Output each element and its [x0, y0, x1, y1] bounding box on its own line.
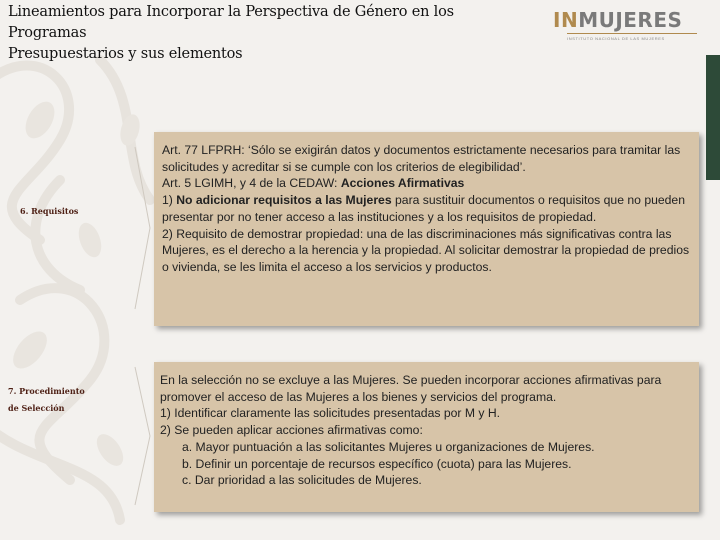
- logo-text-in: IN: [553, 8, 579, 32]
- procedimiento-sub-item: c. Dar prioridad a las solicitudes de Mujeres.: [182, 473, 422, 488]
- section-label-procedimiento-line-2: de Selección: [8, 403, 65, 413]
- bracket-arrow-icon: [133, 145, 153, 311]
- procedimiento-line: En la selección no se excluye a las Mujeres. Se pueden incorporar acciones afirmativas para promover el acceso de las Mujeres a los bienes y servicios del programa.: [160, 373, 662, 404]
- section-label-requisitos: 6. Requisitos: [20, 206, 79, 216]
- inmujeres-logo: [553, 8, 713, 42]
- accent-bar: [706, 55, 720, 180]
- logo-wordmark: [553, 8, 713, 32]
- page-title-line-2: Presupuestarios y sus elementos: [8, 46, 243, 62]
- requisitos-line: 2) Requisito de demostrar propiedad: una de las discriminaciones más significativas contra las Mujeres, es el derecho a la herencia y la propiedad. Al solicitar demostrar la propiedad de predios o vivienda, se les limita el acceso a los servicios y productos.: [162, 226, 690, 274]
- requisitos-line: 1) No adicionar requisitos a las Mujeres para sustituir documentos o requisitos que no pueden presentar por no tener acceso a las instituciones y a los requisitos de propiedad.: [162, 193, 685, 224]
- page-title-line-1: Lineamientos para Incorporar la Perspectiva de Género en los Programas: [8, 4, 454, 41]
- bracket-arrow-icon: [133, 365, 153, 507]
- procedimiento-sub-item: a. Mayor puntuación a las solicitantes Mujeres u organizaciones de Mujeres.: [182, 439, 595, 454]
- requisitos-line: Art. 77 LFPRH: ‘Sólo se exigirán datos y documentos estrictamente necesarios para tramitar las solicitudes y acreditar si se cumple con los criterios de elegibilidad’.: [162, 143, 681, 174]
- requisitos-line: Art. 5 LGIMH, y 4 de la CEDAW: Acciones Afirmativas: [162, 176, 465, 191]
- procedimiento-sub-item: b. Definir un porcentaje de recursos específico (cuota) para las Mujeres.: [182, 456, 572, 471]
- page-title: [8, 2, 508, 65]
- requisitos-box: [154, 132, 699, 326]
- logo-text-rest: MUJERES: [578, 8, 683, 32]
- logo-subtitle: INSTITUTO NACIONAL DE LAS MUJERES: [567, 36, 665, 41]
- procedimiento-box: [154, 362, 699, 512]
- logo-divider: [567, 33, 697, 34]
- procedimiento-line: 2) Se pueden aplicar acciones afirmativas como:: [160, 423, 423, 438]
- procedimiento-line: 1) Identificar claramente las solicitudes presentadas por M y H.: [160, 406, 501, 421]
- section-label-procedimiento-line-1: 7. Procedimiento: [8, 386, 85, 396]
- section-label-procedimiento: [8, 383, 85, 417]
